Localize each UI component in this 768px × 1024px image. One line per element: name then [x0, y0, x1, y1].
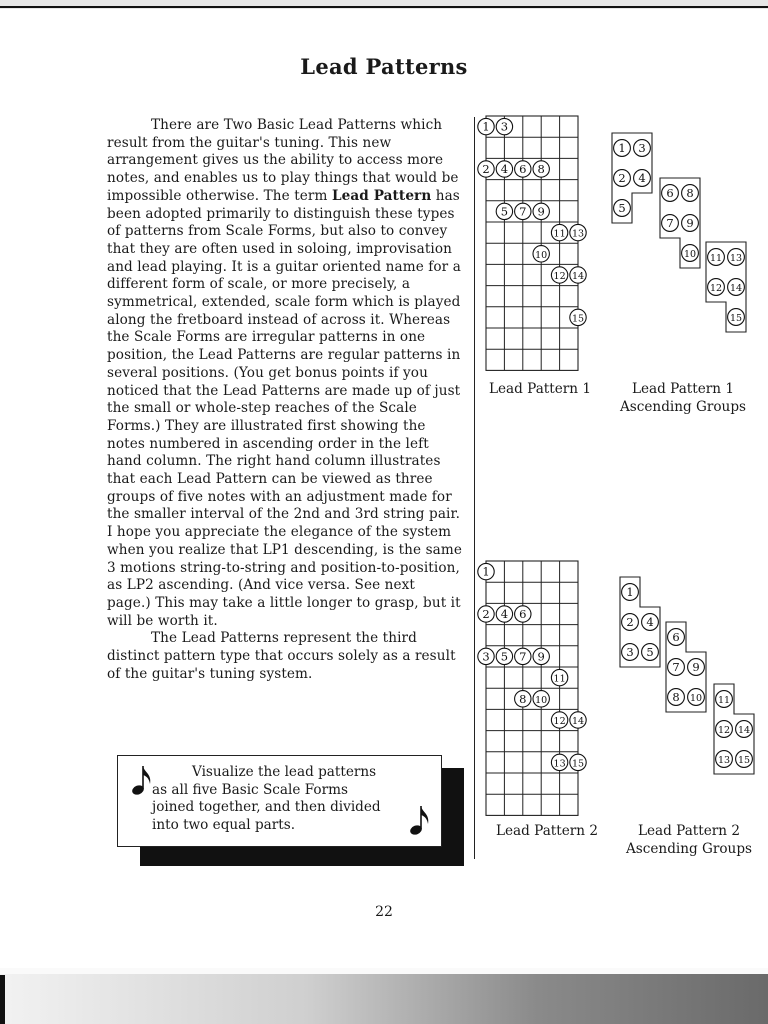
lp1-note-label-10: 10 — [535, 249, 548, 261]
lp1-groups-note-label-6: 6 — [666, 186, 674, 200]
lp1-note-label-8: 8 — [537, 162, 545, 176]
lp2-groups-note-label-6: 6 — [672, 630, 680, 644]
lp1-note-label-13: 13 — [571, 228, 585, 240]
lp1-note-label-9: 9 — [537, 204, 545, 219]
scan-bottom-edge — [0, 968, 768, 1024]
lead-pattern-2-caption: Lead Pattern 2 — [495, 823, 599, 839]
lead-pattern-1-caption: Lead Pattern 1 — [488, 381, 592, 397]
lp1-note-label-14: 14 — [571, 271, 585, 282]
lp2-groups-note-label-14: 14 — [737, 725, 751, 736]
lp1-note-label-7: 7 — [519, 204, 527, 219]
lp2-note-label-3: 3 — [482, 649, 490, 664]
scan-left-edge — [0, 975, 5, 1024]
lp2-note-label-2: 2 — [482, 607, 490, 621]
lp2-groups-note-label-9: 9 — [692, 660, 700, 674]
term-lead-pattern: Lead Pattern — [331, 187, 432, 204]
lp1-note-label-1: 1 — [482, 119, 490, 134]
lp1-note-label-15: 15 — [571, 313, 585, 325]
lp1-note-label-11: 11 — [553, 228, 566, 240]
lp2-groups-note-label-3: 3 — [626, 645, 634, 659]
lp1-groups-note-label-5: 5 — [618, 201, 626, 215]
lp2-groups-note-label-12: 12 — [717, 725, 731, 736]
scan-top-edge — [0, 0, 768, 9]
lead-pattern-2-groups-caption-line-2: Ascending Groups — [625, 840, 752, 857]
lp2-groups-note-label-4: 4 — [646, 615, 654, 629]
lp2-note-label-8: 8 — [519, 691, 527, 706]
eighth-note-icon — [130, 764, 154, 798]
lp1-note-label-2: 2 — [482, 162, 490, 176]
lp2-groups-note-label-15: 15 — [737, 755, 751, 766]
paragraph-1 — [107, 117, 462, 630]
lp1-groups-note-label-2: 2 — [618, 171, 626, 185]
lp2-groups-note-label-7: 7 — [672, 660, 680, 674]
lp2-note-label-12: 12 — [553, 716, 566, 727]
lp1-note-label-6: 6 — [519, 162, 527, 176]
lp1-note-label-12: 12 — [553, 271, 566, 282]
lp1-groups-note-label-4: 4 — [638, 171, 646, 185]
lp2-note-label-14: 14 — [571, 716, 585, 727]
lp1-groups-note-label-11: 11 — [709, 253, 723, 264]
lp2-note-label-7: 7 — [519, 649, 527, 664]
lp1-groups-note-label-1: 1 — [618, 141, 626, 155]
paragraph-1-post: has been adopted primarily to distinguish these types of patterns from Scale Forms, but also to convey that they are often used in soloing, improvisation and lead playing. It is a guitar oriented name for a different form of scale, or more precisely, a symmetrical, extended, scale form which is played along the fretboard instead of across it. Whereas the Scale Forms are irregular patterns in one position, the Lead Patterns are regular patterns in several positions. (You get bonus points if you noticed that the Lead Patterns are made up of just the small or whole-step reaches of the Scale Forms.) They are illustrated first showing the notes numbered in ascending order in the left hand column. The right hand column illustrates that each Lead Pattern can be viewed as three groups of five notes with an adjustment made for the smaller interval of the 2nd and 3rd string pair. I hope you appreciate the elegance of the system when you realize that LP1 descending, is the same 3 motions string-to-string and position-to-position, as LP2 ascending. (And vice versa. See next page.) This may take a little longer to grasp, but it will be worth it. — [107, 187, 462, 629]
paragraph-1-pre: There are Two Basic Lead Patterns which result from the guitar's tuning. This new arrangement gives us the ability to access more notes, and enables us to play things that would be impossible otherwise. The term — [107, 117, 459, 204]
lp2-groups-note-label-11: 11 — [717, 695, 731, 706]
lead-pattern-1-diagram — [476, 110, 606, 385]
page-number: 22 — [375, 904, 393, 920]
lp2-note-label-4: 4 — [500, 607, 509, 621]
note-line-2: as all five Basic Scale Forms — [152, 781, 348, 798]
note-line-1: Visualize the lead patterns — [192, 764, 377, 780]
lp2-groups-note-label-1: 1 — [626, 585, 634, 599]
lp2-groups-note-label-8: 8 — [672, 690, 680, 704]
lp2-note-label-9: 9 — [537, 649, 545, 664]
lead-pattern-1-groups-caption-line-2: Ascending Groups — [619, 398, 746, 415]
lead-pattern-2-groups-caption — [612, 823, 766, 858]
lp1-groups-note-label-12: 12 — [709, 283, 723, 294]
lead-pattern-2-diagram — [476, 555, 606, 830]
lead-pattern-1-groups-diagram — [606, 130, 766, 365]
lp2-note-label-1: 1 — [482, 564, 490, 579]
lp2-note-label-5: 5 — [500, 649, 509, 664]
note-text — [152, 764, 422, 834]
note-box — [117, 755, 442, 847]
eighth-note-icon — [408, 804, 432, 838]
lp1-note-label-3: 3 — [500, 119, 509, 134]
lead-pattern-2-groups-caption-line-1: Lead Pattern 2 — [637, 823, 741, 839]
lp2-groups-note-label-10: 10 — [689, 693, 703, 704]
note-line-4: into two equal parts. — [152, 816, 296, 833]
lp2-groups-note-label-5: 5 — [646, 645, 654, 659]
lp1-groups-note-label-13: 13 — [729, 253, 743, 264]
lp1-groups-note-label-7: 7 — [666, 216, 674, 230]
paragraph-2: The Lead Patterns represent the third distinct pattern type that occurs solely as a result of the guitar's tuning system. — [107, 630, 456, 682]
note-line-3: joined together, and then divided — [152, 799, 381, 815]
lp1-groups-note-label-8: 8 — [686, 186, 694, 200]
lp2-groups-note-label-2: 2 — [626, 615, 634, 629]
lp2-note-label-13: 13 — [553, 758, 566, 770]
lp1-groups-note-label-10: 10 — [683, 249, 697, 260]
lp1-note-label-5: 5 — [500, 204, 509, 219]
lp2-note-label-10: 10 — [535, 694, 548, 706]
lp1-groups-note-label-9: 9 — [686, 216, 694, 230]
body-text — [107, 117, 462, 684]
lp1-groups-note-label-3: 3 — [638, 141, 646, 155]
lead-pattern-1-groups-caption — [606, 381, 760, 416]
lead-pattern-2-groups-diagram — [606, 572, 766, 807]
lp2-note-label-15: 15 — [571, 758, 585, 770]
lp1-note-label-4: 4 — [500, 162, 509, 176]
page-title: Lead Patterns — [300, 54, 468, 79]
lp1-groups-note-label-14: 14 — [729, 283, 743, 294]
lp2-note-label-6: 6 — [519, 607, 527, 621]
lp2-note-label-11: 11 — [553, 673, 566, 685]
lp2-groups-note-label-13: 13 — [717, 755, 731, 766]
lp1-groups-note-label-15: 15 — [729, 313, 743, 324]
lead-pattern-1-groups-caption-line-1: Lead Pattern 1 — [631, 381, 735, 397]
